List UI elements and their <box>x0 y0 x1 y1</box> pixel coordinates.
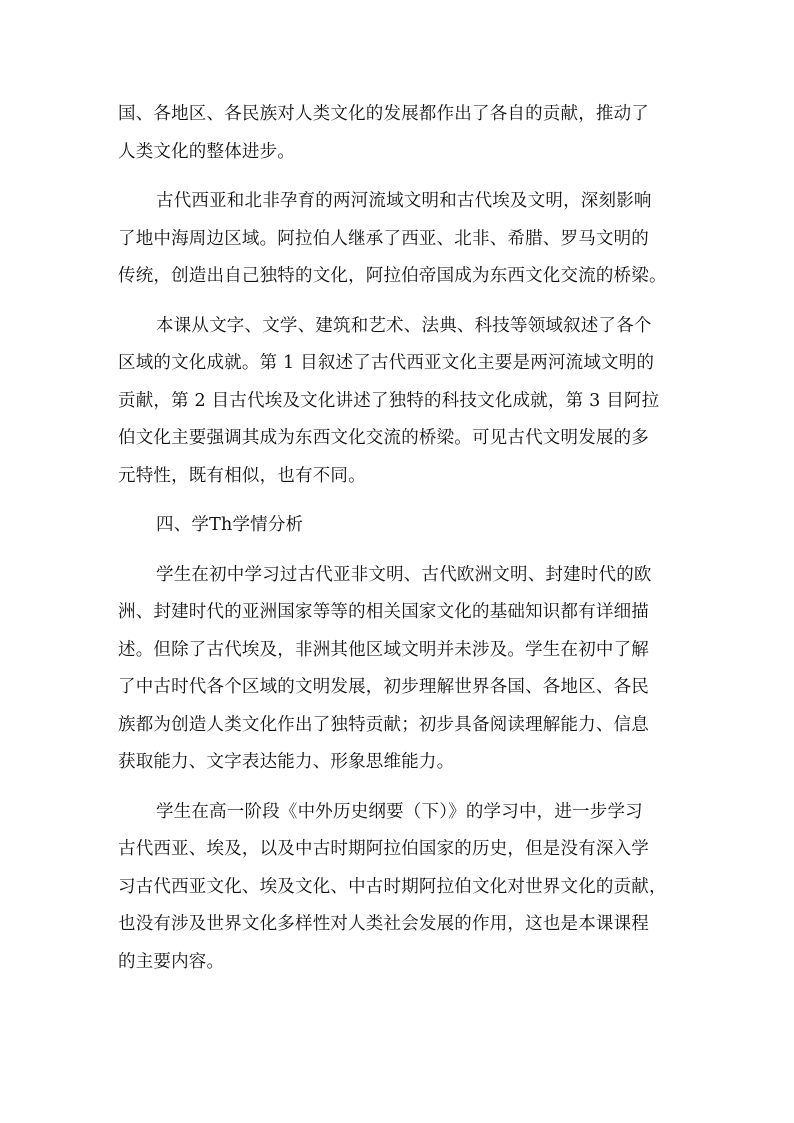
paragraph-continuation <box>118 96 688 171</box>
text-line: 了中古时代各个区域的文明发展，初步理解世界各国、各地区、各民 <box>118 677 649 697</box>
text-line: 学生在初中学习过古代亚非文明、古代欧洲文明、封建时代的欧 <box>156 564 652 585</box>
text-line: 述。但除了古代埃及，非洲其他区域文明并未涉及。学生在初中了解 <box>118 639 649 660</box>
text-line: 族都为创造人类文化作出了独特贡献；初步具备阅读理解能力、信息 <box>118 714 649 735</box>
paragraph-lesson-overview <box>118 308 688 496</box>
text-line: 元特性，既有相似，也有不同。 <box>118 465 366 486</box>
text-line: 了地中海周边区域。阿拉伯人继承了西亚、北非、希腊、罗马文明的 <box>118 228 649 249</box>
text-line: 本课从文字、文学、建筑和艺术、法典、科技等领域叙述了各个 <box>156 315 652 336</box>
text-line: 的主要内容。 <box>118 951 225 972</box>
text-line: 也没有涉及世界文化多样性对人类社会发展的作用，这也是本课课程 <box>118 914 649 934</box>
paragraph-student-analysis <box>118 557 688 782</box>
text-line: 贡献，第 2 目古代埃及文化讲述了独特的科技文化成就，第 3 目阿拉 <box>118 390 660 411</box>
text-line: 传统，创造出自己独特的文化，阿拉伯帝国成为东西文化交流的桥梁。 <box>118 266 667 286</box>
document-page <box>118 96 688 993</box>
section-heading <box>118 507 688 545</box>
text-line: 古代西亚和北非孕育的两河流域文明和古代埃及文明，深刻影响 <box>156 191 652 211</box>
section-heading-text: 四、学Th学情分析 <box>156 515 304 535</box>
text-line: 伯文化主要强调其成为东西文化交流的桥梁。可见古代文明发展的多 <box>118 428 649 448</box>
text-line: 习古代西亚文化、埃及文化、中古时期阿拉伯文化对世界文化的贡献， <box>118 876 667 897</box>
paragraph-civilizations <box>118 183 688 296</box>
paragraph-high-school <box>118 794 688 982</box>
text-line: 洲、封建时代的亚洲国家等等的相关国家文化的基础知识都有详细描 <box>118 602 649 622</box>
text-line: 人类文化的整体进步。 <box>118 141 295 162</box>
text-line: 国、各地区、各民族对人类文化的发展都作出了各自的贡献，推动了 <box>118 104 649 124</box>
text-line: 学生在高一阶段《中外历史纲要（下）》的学习中，进一步学习 <box>156 801 643 822</box>
text-line: 古代西亚、埃及，以及中古时期阿拉伯国家的历史，但是没有深入学 <box>118 839 649 859</box>
text-line: 区域的文化成就。第 1 目叙述了古代西亚文化主要是两河流域文明的 <box>118 353 655 373</box>
text-line: 获取能力、文字表达能力、形象思维能力。 <box>118 752 455 772</box>
